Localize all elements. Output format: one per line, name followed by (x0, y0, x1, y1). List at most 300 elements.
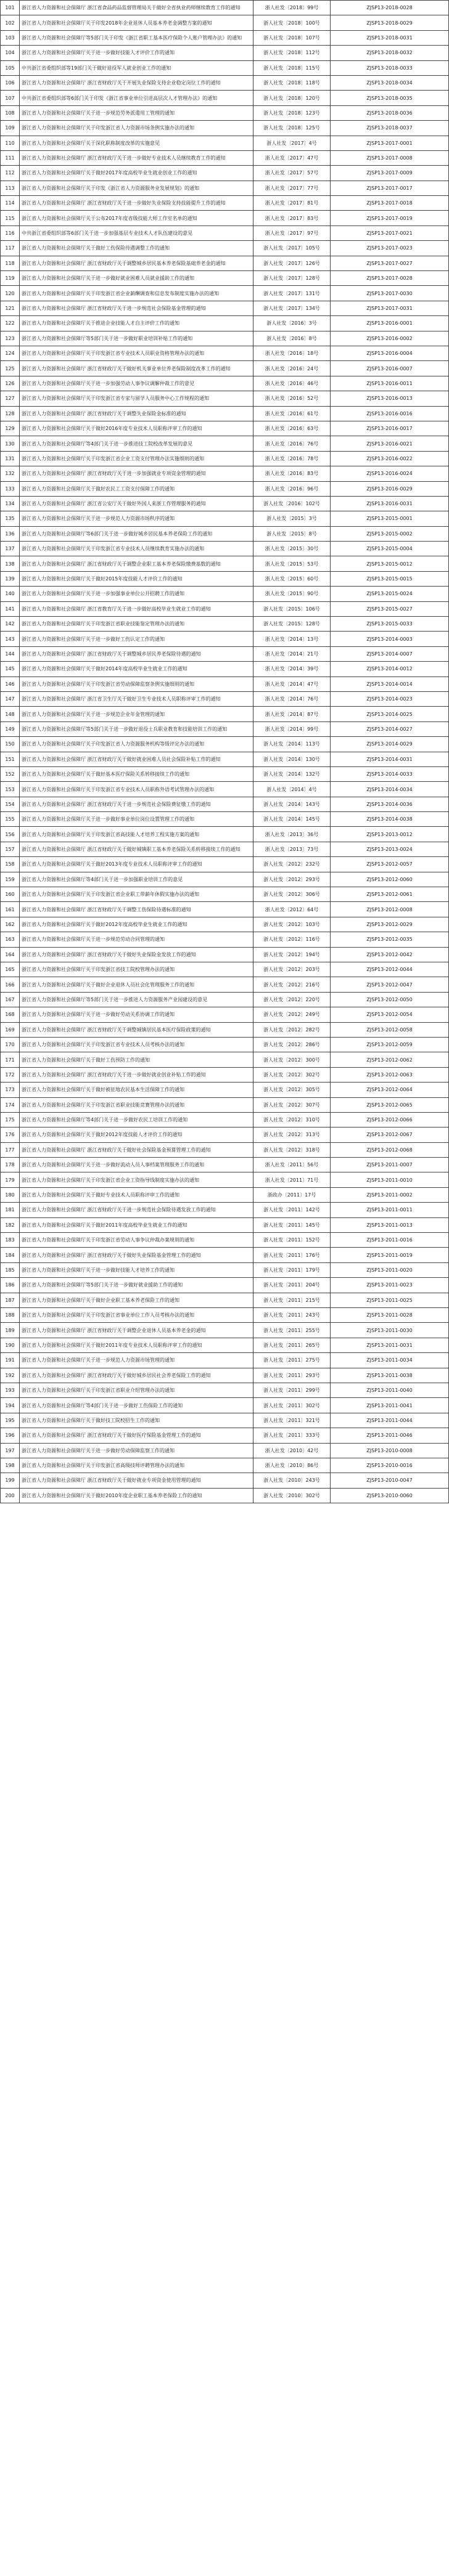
row-index: 141 (1, 601, 20, 616)
table-row (1, 496, 449, 511)
document-title: 浙江省人力资源和社会保障厅等5部门关于印发《浙江省职工基本医疗保险个人账户管理办法》的通知 (20, 30, 253, 45)
document-number: 浙人社发〔2011〕204号 (253, 1278, 331, 1293)
row-index: 180 (1, 1187, 20, 1202)
row-index: 161 (1, 902, 20, 917)
row-index: 147 (1, 691, 20, 706)
document-title: 浙江省人力资源和社会保障厅 浙江省财政厅关于进一步做好失业保险支持技能提升工作的通知 (20, 196, 253, 211)
document-number: 浙人社发〔2015〕106号 (253, 601, 331, 616)
row-index: 124 (1, 346, 20, 360)
table-row (1, 150, 449, 165)
row-index: 175 (1, 1112, 20, 1127)
document-title: 浙江省人力资源和社会保障厅关于进一步做好流动人员人事档案管理服务工作的通知 (20, 1158, 253, 1172)
document-code: ZJSP13-2011-0020 (331, 1262, 449, 1277)
row-index: 184 (1, 1248, 20, 1262)
row-index: 158 (1, 857, 20, 872)
document-code: ZJSP13-2012-0047 (331, 977, 449, 992)
table-row (1, 1278, 449, 1293)
table-row (1, 166, 449, 181)
document-code: ZJSP13-2018-0033 (331, 60, 449, 75)
document-number: 浙人社发〔2011〕293号 (253, 1368, 331, 1383)
document-number: 浙人社发〔2012〕300号 (253, 1052, 331, 1067)
document-code: ZJSP13-2015-0033 (331, 617, 449, 632)
document-code: ZJSP13-2011-0016 (331, 1233, 449, 1248)
document-number: 浙人社发〔2010〕243号 (253, 1473, 331, 1488)
document-number: 浙人社发〔2012〕286号 (253, 1037, 331, 1052)
document-number: 浙人社发〔2011〕333号 (253, 1428, 331, 1443)
row-index: 171 (1, 1052, 20, 1067)
document-code: ZJSP13-2014-0029 (331, 737, 449, 752)
row-index: 195 (1, 1413, 20, 1428)
document-title: 浙江省人力资源和社会保障厅关于进一步加强事业单位公开招聘工作的通知 (20, 587, 253, 601)
document-title: 浙江省人力资源和社会保障厅 浙江省财政厅关于做好就业专项资金使用管理的通知 (20, 1473, 253, 1488)
row-index: 190 (1, 1338, 20, 1352)
row-index: 159 (1, 872, 20, 887)
row-index: 155 (1, 812, 20, 827)
document-title: 浙江省人力资源和社会保障厅关于进一步做好技能人才评价工作的通知 (20, 46, 253, 60)
row-index: 166 (1, 977, 20, 992)
row-index: 128 (1, 406, 20, 421)
document-number: 浙人社发〔2018〕112号 (253, 46, 331, 60)
document-number: 浙人社发〔2011〕176号 (253, 1248, 331, 1262)
document-code: ZJSP13-2013-0012 (331, 827, 449, 842)
document-code: ZJSP13-2012-0060 (331, 872, 449, 887)
row-index: 119 (1, 271, 20, 286)
document-title: 浙江省人力资源和社会保障厅 浙江省财政厅关于调整失业保险金标准的通知 (20, 406, 253, 421)
document-code: ZJSP13-2011-0007 (331, 1158, 449, 1172)
table-row (1, 1037, 449, 1052)
document-code: ZJSP13-2016-0021 (331, 436, 449, 451)
document-code: ZJSP13-2016-0013 (331, 391, 449, 406)
document-title: 浙江省人力资源和社会保障厅关于进一步加强劳动人事争议调解仲裁工作的意见 (20, 376, 253, 391)
document-code: ZJSP13-2012-0058 (331, 1022, 449, 1037)
document-title: 浙江省人力资源和社会保障厅 浙江省财政厅关于进一步做好专业技术人员继续教育工作的通知 (20, 150, 253, 165)
row-index: 185 (1, 1262, 20, 1277)
document-title: 浙江省人力资源和社会保障厅关于做好被征地农民基本生活保障工作的通知 (20, 1083, 253, 1097)
row-index: 186 (1, 1278, 20, 1293)
row-index: 102 (1, 15, 20, 30)
row-index: 178 (1, 1158, 20, 1172)
document-code: ZJSP13-2012-0035 (331, 932, 449, 947)
document-number: 浙人社发〔2017〕134号 (253, 301, 331, 315)
document-number: 浙人社发〔2014〕145号 (253, 812, 331, 827)
table-row (1, 376, 449, 391)
document-code: ZJSP13-2018-0034 (331, 75, 449, 90)
document-title: 浙江省人力资源和社会保障厅关于进一步规范劳务派遣用工管理的通知 (20, 105, 253, 120)
document-title: 浙江省人力资源和社会保障厅 浙江省财政厅关于做好社会保险基金预算管理工作的通知 (20, 1142, 253, 1157)
document-number: 浙人社发〔2015〕90号 (253, 587, 331, 601)
document-title: 浙江省人力资源和社会保障厅 浙江省财政厅关于进一步加强就业专项资金管理的通知 (20, 466, 253, 481)
document-title: 浙江省人力资源和社会保障厅关于做好技工院校招生工作的通知 (20, 1413, 253, 1428)
row-index: 143 (1, 632, 20, 646)
document-title: 浙江省人力资源和社会保障厅关于印发浙江省职业技能鉴定管理办法的通知 (20, 617, 253, 632)
document-title: 浙江省人力资源和社会保障厅关于进一步做好劳动保障监察工作的通知 (20, 1443, 253, 1458)
document-title: 浙江省人力资源和社会保障厅 浙江省财政厅关于进一步规范社会保险基金管理的通知 (20, 301, 253, 315)
document-title: 浙江省人力资源和社会保障厅关于进一步规范人力资源市场秩序的通知 (20, 511, 253, 526)
document-number: 浙人社发〔2014〕13号 (253, 632, 331, 646)
document-title: 浙江省人力资源和社会保障厅关于做好2010年度企业职工基本养老保险工作的通知 (20, 1488, 253, 1503)
document-title: 浙江省人力资源和社会保障厅关于做好2012年度高校毕业生就业工作的通知 (20, 917, 253, 932)
document-title: 浙江省人力资源和社会保障厅 浙江省财政厅关于调整城镇居民基本医疗保险政策的通知 (20, 1022, 253, 1037)
document-code: ZJSP13-2017-0018 (331, 196, 449, 211)
table-row (1, 992, 449, 1007)
document-code: ZJSP13-2014-0027 (331, 721, 449, 736)
table-row (1, 1307, 449, 1322)
document-number: 浙人社发〔2018〕107号 (253, 30, 331, 45)
table-row (1, 932, 449, 947)
document-code: ZJSP13-2012-0057 (331, 857, 449, 872)
row-index: 107 (1, 91, 20, 105)
document-code: ZJSP13-2010-0008 (331, 1443, 449, 1458)
document-number: 浙人社发〔2012〕306号 (253, 887, 331, 902)
row-index: 130 (1, 436, 20, 451)
table-row (1, 677, 449, 691)
row-index: 131 (1, 451, 20, 466)
table-row (1, 46, 449, 60)
document-code: ZJSP13-2012-0054 (331, 1007, 449, 1022)
document-number: 浙人社发〔2010〕42号 (253, 1443, 331, 1458)
document-title: 浙江省人力资源和社会保障厅等4部门关于进一步做好农民工培训工作的通知 (20, 1112, 253, 1127)
document-code: ZJSP13-2011-0019 (331, 1248, 449, 1262)
document-title: 浙江省人力资源和社会保障厅等5部门关于进一步做好职业培训补贴工作的通知 (20, 331, 253, 346)
table-row (1, 226, 449, 240)
document-number: 浙人社发〔2016〕102号 (253, 496, 331, 511)
document-code: ZJSP13-2015-0002 (331, 526, 449, 541)
document-number: 浙人社发〔2015〕30号 (253, 542, 331, 556)
row-index: 129 (1, 421, 20, 436)
document-title: 浙江省人力资源和社会保障厅等6部门关于进一步做好城乡居民基本养老保险工作的通知 (20, 526, 253, 541)
document-code: ZJSP13-2015-0027 (331, 601, 449, 616)
document-code: ZJSP13-2017-0001 (331, 136, 449, 150)
row-index: 194 (1, 1398, 20, 1413)
document-title: 浙江省人力资源和社会保障厅关于印发浙江省企业职工带薪年休假实施办法的通知 (20, 887, 253, 902)
document-number: 浙人社发〔2018〕118号 (253, 75, 331, 90)
document-code: ZJSP13-2018-0028 (331, 1, 449, 15)
document-number: 浙人社发〔2012〕305号 (253, 1083, 331, 1097)
table-row (1, 1233, 449, 1248)
document-code: ZJSP13-2011-0031 (331, 1338, 449, 1352)
document-number: 浙人社发〔2018〕120号 (253, 91, 331, 105)
document-code: ZJSP13-2014-0036 (331, 797, 449, 811)
table-row (1, 1323, 449, 1338)
table-row (1, 1203, 449, 1217)
row-index: 150 (1, 737, 20, 752)
document-number: 浙人社发〔2012〕249号 (253, 1007, 331, 1022)
table-row (1, 406, 449, 421)
document-number: 浙人社发〔2011〕142号 (253, 1203, 331, 1217)
table-row (1, 1052, 449, 1067)
table-row (1, 1142, 449, 1157)
table-row (1, 902, 449, 917)
table-row (1, 105, 449, 120)
row-index: 115 (1, 211, 20, 226)
document-title: 浙江省人力资源和社会保障厅等5部门关于进一步做好退役士兵职业教育和技能培训工作的通知 (20, 721, 253, 736)
document-code: ZJSP13-2017-0028 (331, 271, 449, 286)
row-index: 126 (1, 376, 20, 391)
row-index: 199 (1, 1473, 20, 1488)
document-title: 浙江省人力资源和社会保障厅关于做好2012年度技能人才评价工作的通知 (20, 1128, 253, 1142)
row-index: 179 (1, 1172, 20, 1187)
document-number: 浙人社发〔2016〕52号 (253, 391, 331, 406)
row-index: 116 (1, 226, 20, 240)
row-index: 139 (1, 571, 20, 586)
document-code: ZJSP13-2014-0012 (331, 662, 449, 677)
document-title: 浙江省人力资源和社会保障厅等5部门关于进一步做好就业援助工作的通知 (20, 1278, 253, 1293)
document-number: 浙人社发〔2014〕47号 (253, 677, 331, 691)
document-number: 浙人社发〔2016〕8号 (253, 331, 331, 346)
document-code: ZJSP13-2011-0040 (331, 1383, 449, 1397)
document-code: ZJSP13-2017-0031 (331, 301, 449, 315)
document-number: 浙人社发〔2015〕60号 (253, 571, 331, 586)
row-index: 112 (1, 166, 20, 181)
document-code: ZJSP13-2011-0013 (331, 1217, 449, 1232)
document-number: 浙人社发〔2015〕3号 (253, 511, 331, 526)
table-row (1, 617, 449, 632)
row-index: 198 (1, 1458, 20, 1473)
table-row (1, 571, 449, 586)
document-title: 浙江省人力资源和社会保障厅关于印发浙江省专家与留学人员服务中心工作规程的通知 (20, 391, 253, 406)
table-row (1, 797, 449, 811)
document-code: ZJSP13-2011-0041 (331, 1398, 449, 1413)
document-title: 浙江省人力资源和社会保障厅关于进一步做好劳动关系协调工作的通知 (20, 1007, 253, 1022)
document-number: 浙人社发〔2012〕64号 (253, 902, 331, 917)
document-code: ZJSP13-2012-0068 (331, 1142, 449, 1157)
document-code: ZJSP13-2018-0035 (331, 91, 449, 105)
table-row (1, 1172, 449, 1187)
table-body (1, 1, 449, 1503)
document-code: ZJSP13-2017-0030 (331, 286, 449, 301)
document-number: 浙人社发〔2016〕96号 (253, 481, 331, 496)
document-code: ZJSP13-2012-0062 (331, 1052, 449, 1067)
table-row (1, 1398, 449, 1413)
document-number: 浙人社发〔2017〕81号 (253, 196, 331, 211)
row-index: 173 (1, 1083, 20, 1097)
document-title: 浙江省人力资源和社会保障厅关于进一步规范劳动合同管理的通知 (20, 932, 253, 947)
document-title: 浙江省人力资源和社会保障厅 浙江省财政厅关于做好失业保险基金管理工作的通知 (20, 1248, 253, 1262)
document-code: ZJSP13-2015-0012 (331, 556, 449, 571)
document-title: 浙江省人力资源和社会保障厅关于做好2014年度高校毕业生就业工作的通知 (20, 662, 253, 677)
document-code: ZJSP13-2014-0023 (331, 691, 449, 706)
document-title: 浙江省人力资源和社会保障厅等4部门关于进一步加强职业培训工作的意见 (20, 872, 253, 887)
table-row (1, 286, 449, 301)
row-index: 193 (1, 1383, 20, 1397)
row-index: 197 (1, 1443, 20, 1458)
table-row (1, 646, 449, 661)
document-code: ZJSP13-2018-0031 (331, 30, 449, 45)
document-code: ZJSP13-2012-0063 (331, 1067, 449, 1082)
document-title: 浙江省人力资源和社会保障厅关于印发浙江省专业技术人员职称外语考试管理办法的通知 (20, 782, 253, 797)
document-title: 中共浙江省委组织部等6部门关于进一步加强基层专业技术人才队伍建设的意见 (20, 226, 253, 240)
table-row (1, 587, 449, 601)
document-number: 浙人社发〔2011〕215号 (253, 1293, 331, 1307)
document-code: ZJSP13-2016-0007 (331, 361, 449, 376)
document-code: ZJSP13-2016-0024 (331, 466, 449, 481)
document-title: 浙江省人力资源和社会保障厅关于印发浙江省企业薪酬调查和信息发布制度实施办法的通知 (20, 286, 253, 301)
document-code: ZJSP13-2017-0009 (331, 166, 449, 181)
document-code: ZJSP13-2012-0065 (331, 1097, 449, 1112)
document-code: ZJSP13-2012-0042 (331, 947, 449, 962)
row-index: 200 (1, 1488, 20, 1503)
document-title: 浙江省人力资源和社会保障厅 浙江省财政厅关于调整城乡居民基本养老保险基础养老金的通知 (20, 256, 253, 270)
row-index: 111 (1, 150, 20, 165)
document-code: ZJSP13-2016-0017 (331, 421, 449, 436)
row-index: 164 (1, 947, 20, 962)
table-row (1, 1473, 449, 1488)
table-row (1, 1217, 449, 1232)
table-row (1, 752, 449, 766)
row-index: 187 (1, 1293, 20, 1307)
table-row (1, 947, 449, 962)
table-row (1, 1158, 449, 1172)
row-index: 113 (1, 181, 20, 195)
table-row (1, 1187, 449, 1202)
document-title: 浙江省人力资源和社会保障厅关于公布2017年度省级技能大师工作室名单的通知 (20, 211, 253, 226)
row-index: 120 (1, 286, 20, 301)
document-title: 浙江省人力资源和社会保障厅关于印发浙江省劳动保障监察条例实施细则的通知 (20, 677, 253, 691)
row-index: 106 (1, 75, 20, 90)
table-row (1, 91, 449, 105)
table-row (1, 1338, 449, 1352)
document-number: 浙人社发〔2016〕3号 (253, 316, 331, 331)
table-row (1, 136, 449, 150)
document-number: 浙人社发〔2017〕97号 (253, 226, 331, 240)
table-row (1, 842, 449, 856)
document-code: ZJSP13-2014-0034 (331, 782, 449, 797)
table-row (1, 556, 449, 571)
document-title: 浙江省人力资源和社会保障厅 浙江省财政厅关于进一步做好就业创业补贴工作的通知 (20, 1067, 253, 1082)
table-row (1, 601, 449, 616)
table-row (1, 827, 449, 842)
row-index: 101 (1, 1, 20, 15)
document-number: 浙人社发〔2012〕302号 (253, 1067, 331, 1082)
document-title: 浙江省人力资源和社会保障厅关于印发浙江省劳动人事争议仲裁办案规则的通知 (20, 1233, 253, 1248)
document-title: 浙江省人力资源和社会保障厅关于印发浙江省职业介绍管理办法的通知 (20, 1383, 253, 1397)
document-number: 浙人社发〔2014〕99号 (253, 721, 331, 736)
table-row (1, 737, 449, 752)
table-row (1, 1007, 449, 1022)
table-row (1, 782, 449, 797)
document-number: 浙人社发〔2014〕113号 (253, 737, 331, 752)
table-row (1, 1413, 449, 1428)
document-number: 浙人社发〔2016〕63号 (253, 421, 331, 436)
row-index: 157 (1, 842, 20, 856)
document-code: ZJSP13-2016-0029 (331, 481, 449, 496)
table-row (1, 917, 449, 932)
document-code: ZJSP13-2014-0014 (331, 677, 449, 691)
row-index: 192 (1, 1368, 20, 1383)
document-number: 浙人社发〔2012〕116号 (253, 932, 331, 947)
document-number: 浙人社发〔2014〕87号 (253, 707, 331, 721)
document-number: 浙人社发〔2011〕145号 (253, 1217, 331, 1232)
row-index: 138 (1, 556, 20, 571)
table-row (1, 812, 449, 827)
document-code: ZJSP13-2012-0044 (331, 962, 449, 977)
document-code: ZJSP13-2014-0033 (331, 766, 449, 781)
document-number: 浙人社发〔2011〕275号 (253, 1353, 331, 1368)
document-number: 浙人社发〔2016〕78号 (253, 451, 331, 466)
table-row (1, 632, 449, 646)
row-index: 114 (1, 196, 20, 211)
document-title: 浙江省人力资源和社会保障厅关于做好工伤保险待遇调整工作的通知 (20, 241, 253, 256)
row-index: 134 (1, 496, 20, 511)
document-code: ZJSP13-2015-0015 (331, 571, 449, 586)
row-index: 169 (1, 1022, 20, 1037)
document-code: ZJSP13-2017-0017 (331, 181, 449, 195)
document-number: 浙人社发〔2017〕83号 (253, 211, 331, 226)
document-number: 浙人社发〔2017〕4号 (253, 136, 331, 150)
document-number: 浙人社发〔2014〕21号 (253, 646, 331, 661)
document-title: 浙江省人力资源和社会保障厅 浙江省财政厅关于做好医疗保险基金管理工作的通知 (20, 1428, 253, 1443)
row-index: 127 (1, 391, 20, 406)
document-code: ZJSP13-2014-0038 (331, 812, 449, 827)
document-number: 浙人社发〔2011〕321号 (253, 1413, 331, 1428)
document-code: ZJSP13-2016-0022 (331, 451, 449, 466)
table-row (1, 977, 449, 992)
document-number: 浙人社发〔2011〕243号 (253, 1307, 331, 1322)
document-code: ZJSP13-2018-0036 (331, 105, 449, 120)
table-row (1, 691, 449, 706)
document-code: ZJSP13-2018-0029 (331, 15, 449, 30)
table-row (1, 271, 449, 286)
document-title: 浙江省人力资源和社会保障厅关于印发浙江省专业技术人员职业资格管理办法的通知 (20, 346, 253, 360)
document-title: 浙江省人力资源和社会保障厅关于做好企业退休人员社会化管理服务工作的通知 (20, 977, 253, 992)
document-code: ZJSP13-2013-0024 (331, 842, 449, 856)
document-number: 浙人社发〔2012〕232号 (253, 857, 331, 872)
document-code: ZJSP13-2012-0008 (331, 902, 449, 917)
document-code: ZJSP13-2017-0019 (331, 211, 449, 226)
table-row (1, 662, 449, 677)
document-number: 浙人社发〔2016〕46号 (253, 376, 331, 391)
document-number: 浙政办〔2011〕17号 (253, 1187, 331, 1202)
document-code: ZJSP13-2012-0029 (331, 917, 449, 932)
document-number: 浙人社发〔2012〕293号 (253, 872, 331, 887)
document-code: ZJSP13-2015-0001 (331, 511, 449, 526)
row-index: 135 (1, 511, 20, 526)
document-number: 浙人社发〔2015〕53号 (253, 556, 331, 571)
table-row (1, 1262, 449, 1277)
document-code: ZJSP13-2017-0023 (331, 241, 449, 256)
document-number: 浙人社发〔2013〕73号 (253, 842, 331, 856)
row-index: 144 (1, 646, 20, 661)
document-code: ZJSP13-2011-0025 (331, 1293, 449, 1307)
document-title: 浙江省人力资源和社会保障厅关于做好2016年度专业技术人员职称评审工作的通知 (20, 421, 253, 436)
document-title: 浙江省人力资源和社会保障厅关于印发浙江省专业技术人员考核办法的通知 (20, 1037, 253, 1052)
document-title: 浙江省人力资源和社会保障厅关于印发浙江省技工院校管理办法的通知 (20, 962, 253, 977)
table-row (1, 872, 449, 887)
row-index: 142 (1, 617, 20, 632)
table-row (1, 75, 449, 90)
document-number: 浙人社发〔2014〕4号 (253, 782, 331, 797)
document-title: 浙江省人力资源和社会保障厅关于进一步规范人力资源市场管理的通知 (20, 1353, 253, 1368)
document-code: ZJSP13-2011-0030 (331, 1323, 449, 1338)
table-row (1, 196, 449, 211)
table-row (1, 707, 449, 721)
document-title: 浙江省人力资源和社会保障厅关于做好专业技术人员职称评审工作的通知 (20, 1187, 253, 1202)
table-row (1, 211, 449, 226)
table-row (1, 466, 449, 481)
table-row (1, 15, 449, 30)
row-index: 104 (1, 46, 20, 60)
document-title: 中共浙江省委组织部等6部门关于印发《浙江省事业单位引进高层次人才管理办法》的通知 (20, 91, 253, 105)
table-row (1, 60, 449, 75)
document-code: ZJSP13-2012-0064 (331, 1083, 449, 1097)
document-number: 浙人社发〔2012〕307号 (253, 1097, 331, 1112)
document-number: 浙人社发〔2016〕76号 (253, 436, 331, 451)
table-row (1, 721, 449, 736)
table-row (1, 542, 449, 556)
row-index: 172 (1, 1067, 20, 1082)
document-title: 浙江省人力资源和社会保障厅 浙江省财政厅关于做好机关事业单位养老保险制度改革工作的通知 (20, 361, 253, 376)
row-index: 110 (1, 136, 20, 150)
